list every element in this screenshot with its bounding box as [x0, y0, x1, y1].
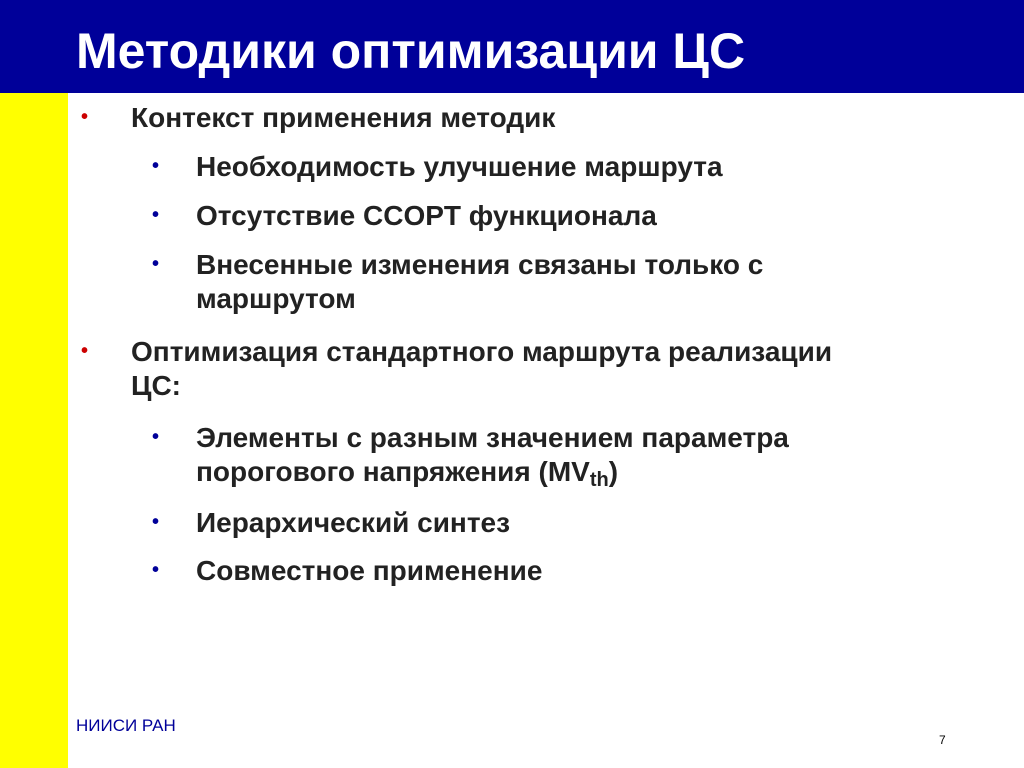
bullet-dot-icon: • — [81, 340, 89, 362]
page-number: 7 — [939, 733, 946, 747]
sub-bullet-changes-route — [152, 248, 926, 315]
bullet-optimization — [81, 335, 851, 402]
sub-bullet-hierarchical-synthesis — [152, 506, 926, 540]
bullet-context — [81, 101, 851, 135]
bullet-dot-icon: • — [152, 204, 160, 226]
sub-bullet-threshold-voltage — [152, 421, 926, 491]
bullet-dot-icon: • — [152, 155, 160, 177]
bullet-text: Оптимизация стандартного маршрута реализации ЦС: — [131, 336, 833, 401]
sub-bullet-text: Внесенные изменения связаны только с маршрутом — [196, 249, 764, 314]
sub-bullet-joint-application — [152, 554, 926, 588]
sub-bullet-text: Отсутствие CCOPT функционала — [196, 200, 657, 231]
sub-bullet-text: Необходимость улучшение маршрута — [196, 151, 723, 182]
sub-bullet-text: Элементы с разным значением параметра порогового напряжения (MV — [196, 422, 789, 487]
bullet-dot-icon: • — [152, 559, 160, 581]
bullet-dot-icon: • — [81, 106, 89, 128]
footer-organization: НИИСИ РАН — [76, 716, 176, 735]
sub-bullet-text: Совместное применение — [196, 555, 543, 586]
bullet-dot-icon: • — [152, 426, 160, 448]
slide-title: Методики оптимизации ЦС — [76, 23, 746, 79]
sub-bullet-text: Иерархический синтез — [196, 507, 511, 538]
bullet-text: Контекст применения методик — [131, 102, 556, 133]
subscript-th: th — [589, 468, 609, 491]
sub-bullet-route-improvement — [152, 150, 926, 184]
sub-bullet-text-end: ) — [608, 455, 619, 487]
bullet-dot-icon: • — [152, 253, 160, 275]
bullet-dot-icon: • — [152, 511, 160, 533]
sub-bullet-ccopt — [152, 199, 926, 233]
